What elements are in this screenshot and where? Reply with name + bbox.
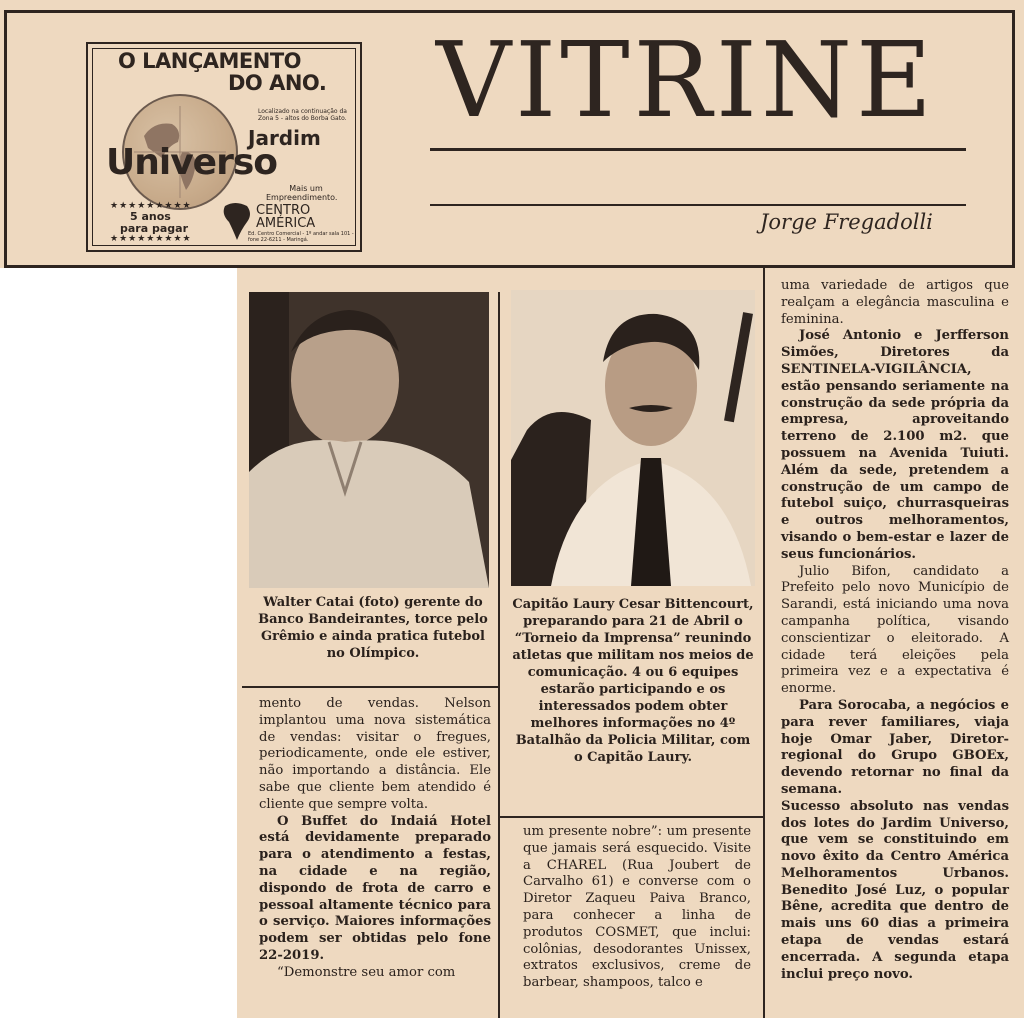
column2-caption-rule [500, 816, 763, 818]
column-title: VITRINE [436, 19, 936, 141]
ad-location-note: Localizado na continuação da Zona 5 - altos do Borba Gato. [258, 108, 347, 122]
column3-paragraph-3: Julio Bifon, candidato a Prefeito pelo novo Município de Sarandi, está iniciando uma nova campanha política, visando conscientizar o eleitorado. A cidade terá eleições pela primeira vez e a expectativa é enorme. [781, 563, 1009, 697]
title-rule-top [430, 148, 966, 151]
column1-paragraph-2: O Buffet do Indaiá Hotel está devidamente preparado para o atendimento a festas, na cidade e na região, dispondo de frota de carro e pessoal altamente técnico para o serviço. Maiores informações podem ser obtidas pelo fone 22-2019. [259, 813, 491, 963]
column3-body [781, 278, 1009, 983]
photo-walter-catai [249, 292, 489, 588]
ad-offer-1: 5 anos [130, 210, 171, 223]
ad-brand-top: Jardim [248, 126, 321, 150]
header-clipping [0, 0, 1024, 268]
columns-clipping [237, 268, 1024, 1018]
ad-stars-top: ★★★★★★★★★ [110, 201, 192, 211]
column3-paragraph-4: Para Sorocaba, a negócios e para rever familiares, viaja hoje Omar Jaber, Diretor-regional do Grupo GBOEx, devendo retornar no final da semana. [781, 697, 1009, 797]
caption-capitao-laury: Capitão Laury Cesar Bittencourt, preparando para 21 de Abril o “Torneio da Imprensa” reunindo atletas que militam nos meios de comunicação. 4 ou 6 equipes estarão participando e os interessados podem obter melhores informações no 4º Batalhão da Policia Militar, com o Capitão Laury. [512, 597, 754, 765]
caption-walter-catai: Walter Catai (foto) gerente do Banco Bandeirantes, torce pelo Grêmio e ainda pratica futebol no Olímpico. [258, 595, 488, 661]
ad-tagline-2: Empreendimento. [266, 193, 338, 202]
ad-offer-2: para pagar [120, 222, 188, 235]
author-byline: Jorge Fregadolli [760, 210, 933, 234]
column2-paragraph-1: um presente nobre”: um presente que jamais será esquecido. Visite a CHAREL (Rua Joubert de Carvalho 61) e converse com o Diretor Zaqueu Paiva Branco, para conhecer a linha de produtos COSMET, que inclui: colônias, desodorantes Unissex, extratos exclusivos, creme de barbear, shampoos, talco e [523, 824, 751, 991]
column1-body [259, 696, 491, 982]
column1-paragraph-3: “Demonstre seu amor com [277, 964, 456, 980]
column3-paragraph-1: uma variedade de artigos que realçam a elegância masculina e feminina. [781, 278, 1009, 327]
column2-body [523, 824, 751, 992]
column1-paragraph-1: mento de vendas. Nelson implantou uma nova sistemática de vendas: visitar o fregues, periodicamente, onde ele estiver, não importando a distância. Ele sabe que cliente bem atendido é cliente que sempre volta. [259, 696, 491, 812]
column3-paragraph-5: Sucesso absoluto nas vendas dos lotes do Jardim Universo, que vem se constituindo em novo êxito da Centro América Melhoramentos Urbanos. Benedito José Luz, o popular Bêne, acredita que dentro de mais uns 60 dias a primeira etapa de vendas estará encerrada. A segunda etapa inclui preço novo. [781, 798, 1009, 982]
advertisement-box [86, 42, 362, 252]
ad-headline-2: DO ANO. [228, 71, 327, 95]
column1-caption-rule [242, 686, 498, 688]
ad-company-2: AMÉRICA [256, 216, 316, 231]
column-divider-1 [498, 292, 500, 1018]
column3-paragraph-2: José Antonio e Jerfferson Simões, Diretores da SENTINELA-VIGILÂNCIA, estão pensando seriamente na construção da sede própria da empresa, aproveitando terreno de 2.100 m2. que possuem na Avenida Tuiuti. Além da sede, pretendem a construção de um campo de futebol suiço, churrasqueiras e outros melhoramentos, visando o bem-estar e lazer de seus funcionários. [781, 328, 1009, 562]
ad-headline-1: O LANÇAMENTO [118, 49, 302, 73]
ad-company-1: CENTRO [256, 203, 311, 218]
column-divider-2 [763, 268, 765, 1018]
ad-address: Ed. Centro Comercial - 1º andar sala 101 - fone 22-6211 - Maringá. [248, 231, 354, 243]
ad-stars-bottom: ★★★★★★★★★ [110, 234, 192, 244]
ad-tagline-1: Mais um [289, 184, 323, 193]
photo-capitao-laury [511, 290, 755, 586]
ad-brand-main: Universo [106, 142, 277, 183]
title-rule-bottom [430, 204, 966, 206]
